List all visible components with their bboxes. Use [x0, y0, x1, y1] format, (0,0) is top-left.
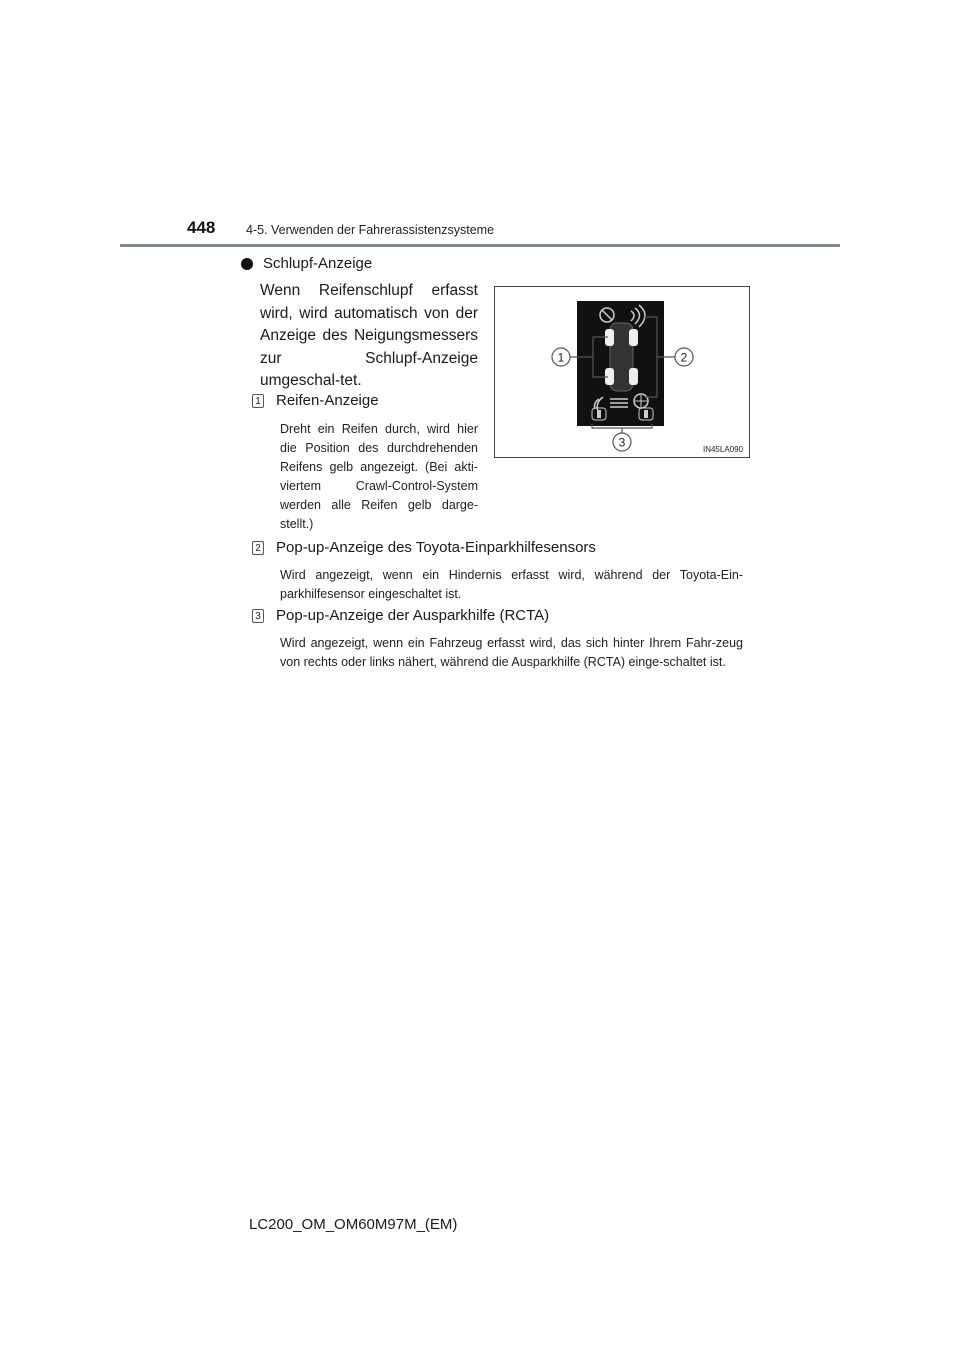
item-heading: Pop-up-Anzeige der Ausparkhilfe (RCTA) [276, 607, 550, 624]
item-number-badge: 1 [252, 394, 264, 408]
display-illustration [494, 286, 750, 458]
intro-paragraph: Wenn Reifenschlupf erfasst wird, wird automatisch von der Anzeige des Neigungsmessers zur Schlupf-Anzeige umgeschal-tet. [260, 282, 478, 389]
bullet-dot-icon [241, 258, 253, 270]
header-rule [120, 244, 840, 247]
item-1 [252, 392, 379, 409]
bullet-row [241, 255, 372, 272]
item-number-badge: 2 [252, 541, 264, 555]
item-description: Wird angezeigt, wenn ein Hindernis erfasst wird, während der Toyota-Ein-parkhilfesensor eingeschaltet ist. [280, 568, 743, 601]
callout-1-label: 1 [557, 350, 565, 365]
callout-2-label: 2 [680, 350, 688, 365]
display-diagram [495, 287, 751, 459]
page-number: 448 [187, 218, 216, 237]
item-3 [252, 607, 549, 624]
footer-text: LC200_OM_OM60M97M_(EM) [249, 1216, 458, 1233]
tire-front-right-icon [629, 329, 638, 346]
item-description: Dreht ein Reifen durch, wird hier die Position des durchdrehenden Reifens gelb angezeigt. (Bei akti-viertem Crawl-Control-System werden alle Reifen gelb darge-stellt.) [280, 422, 478, 531]
bullet-heading: Schlupf-Anzeige [263, 255, 373, 272]
item-heading: Pop-up-Anzeige des Toyota-Einparkhilfesensors [276, 539, 596, 556]
tire-rear-right-icon [629, 368, 638, 385]
item-description: Wird angezeigt, wenn ein Fahrzeug erfasst wird, das sich hinter Ihrem Fahr-zeug von rechts oder links nähert, während die Ausparkhilfe (RCTA) einge-schaltet ist. [280, 636, 743, 669]
figure-code: IN45LA090 [702, 445, 743, 454]
item-number-badge: 3 [252, 609, 264, 623]
callout-3-label: 3 [618, 435, 626, 450]
item-heading: Reifen-Anzeige [276, 392, 379, 409]
item-2 [252, 539, 596, 556]
section-title: 4-5. Verwenden der Fahrerassistenzsysteme [246, 223, 495, 237]
